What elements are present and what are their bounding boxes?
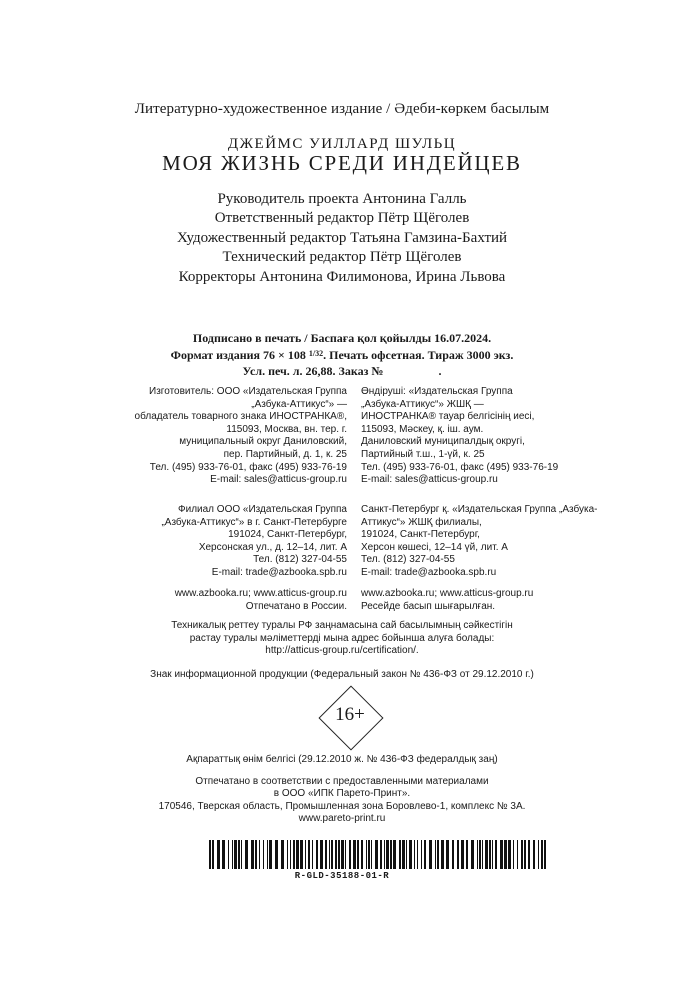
- manufacturer-kz-line: „Азбука-Аттикус“» ЖШҚ —: [361, 398, 484, 410]
- format-suffix: . Печать офсетная. Тираж 3000 экз.: [323, 348, 514, 363]
- branch-kz-line: Херсон көшесі, 12–14 үй, лит. А: [361, 541, 508, 553]
- author-name: ДЖЕЙМС УИЛЛАРД ШУЛЬЦ: [227, 136, 457, 152]
- printer-address: 170546, Тверская область, Промышленная зона Боровлево-1, комплекс № 3А.: [158, 800, 526, 812]
- barcode-bar: [325, 840, 327, 869]
- staff-art-editor: Художественный редактор Татьяна Гамзина-Бахтий: [176, 229, 508, 246]
- manufacturer-kz-line: E-mail: sales@atticus-group.ru: [361, 474, 498, 486]
- age-rating-badge: [318, 685, 382, 749]
- barcode-bar: [267, 840, 268, 869]
- certification-link: http://atticus-group.ru/certification/.: [265, 645, 419, 657]
- barcode-bar: [384, 840, 385, 869]
- manufacturer-ru: [135, 386, 347, 487]
- format-prefix: Формат издания 76 × 108: [170, 348, 309, 363]
- barcode-bar: [255, 840, 257, 869]
- printer-info: [0, 776, 684, 826]
- barcode-bar: [482, 840, 483, 869]
- web-kz-sites: www.azbooka.ru; www.atticus-group.ru: [361, 588, 534, 599]
- manufacturer-ru-line: Тел. (495) 933-76-01, факс (495) 933-76-19: [149, 461, 347, 473]
- barcode-bar: [452, 840, 454, 869]
- barcode-bar: [393, 840, 396, 869]
- barcode-bar: [269, 840, 272, 869]
- web-kz: [361, 588, 533, 613]
- barcode-bar: [508, 840, 511, 869]
- barcode-bar: [500, 840, 503, 869]
- info-sign-kz: Ақпараттық өнім белгісі (29.12.2010 ж. № 436-ФЗ федералдық заң): [186, 754, 498, 765]
- barcode-code: R-GLD-35188-01-R: [294, 871, 390, 881]
- barcode-bar: [305, 840, 306, 869]
- barcode-bar: [331, 840, 333, 869]
- barcode-bar: [380, 840, 382, 869]
- barcode-bar: [409, 840, 412, 869]
- barcode-bar: [386, 840, 389, 869]
- barcode-bar: [524, 840, 526, 869]
- barcode-bar: [421, 840, 422, 869]
- barcode-bar: [316, 840, 318, 869]
- barcode-bar: [477, 840, 478, 869]
- barcode-bar: [517, 840, 518, 869]
- barcode-bar: [371, 840, 372, 869]
- barcode-bar: [335, 840, 337, 869]
- branch-kz-line: Аттикус“» ЖШҚ филиалы,: [361, 516, 482, 528]
- barcode-bar: [544, 840, 546, 869]
- manufacturer-ru-line: „Азбука-Аттикус“» —: [251, 398, 347, 410]
- barcode-bar: [209, 840, 211, 869]
- manufacturer-ru-line: E-mail: sales@atticus-group.ru: [210, 474, 347, 486]
- manufacturer-kz: [361, 386, 558, 487]
- barcode-bar: [441, 840, 444, 869]
- barcode-bar: [390, 840, 392, 869]
- manufacturer-kz-line: ИНОСТРАНКА® тауар белгісінің иесі,: [361, 411, 535, 423]
- web-ru: [175, 588, 347, 613]
- barcode-bar: [329, 840, 330, 869]
- regulation-line: Техникалық реттеу туралы РФ заңнамасына сай басылымның сәйкестігін: [171, 620, 513, 631]
- sheets-line: Усл. печ. л. 26,88. Заказ № .: [242, 364, 442, 379]
- barcode-bar: [399, 840, 401, 869]
- branch-kz: [361, 504, 597, 580]
- branch-ru-line: 191024, Санкт-Петербург,: [228, 529, 347, 541]
- print-info: [0, 330, 684, 380]
- barcode-bar: [521, 840, 523, 869]
- barcode-bar: [492, 840, 493, 869]
- manufacturer-ru-line: обладатель товарного знака ИНОСТРАНКА®,: [134, 411, 347, 423]
- barcode-bar: [232, 840, 233, 869]
- branch-kz-line: E-mail: trade@azbooka.spb.ru: [361, 566, 497, 578]
- barcode-bar: [402, 840, 405, 869]
- barcode-bar: [222, 840, 225, 869]
- barcode-bar: [281, 840, 284, 869]
- barcode-bar: [300, 840, 303, 869]
- barcode-bar: [234, 840, 237, 869]
- book-title: МОЯ ЖИЗНЬ СРЕДИ ИНДЕЙЦЕВ: [162, 151, 522, 175]
- staff-list: [0, 190, 684, 287]
- barcode-bar: [489, 840, 491, 869]
- barcode-bar: [241, 840, 242, 869]
- branch-ru: [161, 504, 347, 580]
- barcode-bar: [212, 840, 214, 869]
- barcode-bar: [275, 840, 278, 869]
- barcode-bar: [528, 840, 530, 869]
- barcode-bar: [513, 840, 514, 869]
- branch-kz-line: 191024, Санкт-Петербург,: [361, 529, 480, 541]
- barcode-bar: [245, 840, 248, 869]
- regulation-line: растау туралы мәліметтерді мына адрес бойынша алуға болады:: [189, 632, 495, 644]
- manufacturer-kz-line: Өндіруші: «Издательская Группа: [361, 386, 513, 397]
- barcode-bar: [485, 840, 488, 869]
- barcode-bar: [338, 840, 340, 869]
- branch-ru-line: Филиал ООО «Издательская Группа: [178, 504, 347, 515]
- barcode-bar: [296, 840, 299, 869]
- barcode-bar: [457, 840, 459, 869]
- barcode-bar: [308, 840, 310, 869]
- barcode-bar: [366, 840, 367, 869]
- barcode-bar: [312, 840, 313, 869]
- barcode-bar: [538, 840, 539, 869]
- info-sign-ru: Знак информационной продукции (Федеральный закон № 436-ФЗ от 29.12.2010 г.): [150, 669, 534, 680]
- barcode-bar: [424, 840, 426, 869]
- barcode-bar: [429, 840, 432, 869]
- barcode-bar: [471, 840, 474, 869]
- printer-website: www.pareto-print.ru: [298, 813, 386, 825]
- staff-project-lead: Руководитель проекта Антонина Галль: [217, 191, 467, 207]
- barcode-bar: [259, 840, 260, 869]
- printer-line: Отпечатано в соответствии с предоставленными материалами: [195, 776, 489, 787]
- manufacturer-kz-line: Партийный т.ш., 1-үй, к. 25: [361, 448, 485, 460]
- barcode-bar: [533, 840, 535, 869]
- barcode-bar: [228, 840, 229, 869]
- branch-ru-line: Херсонская ул., д. 12–14, лит. А: [198, 541, 347, 553]
- barcode-bar: [437, 840, 439, 869]
- manufacturer-kz-line: 115093, Мәскеу, қ. іш. аум.: [361, 423, 484, 435]
- barcode-bar: [479, 840, 481, 869]
- manufacturer-kz-line: Тел. (495) 933-76-01, факс (495) 933-76-19: [361, 461, 559, 473]
- manufacturer-ru-line: пер. Партийный, д. 1, к. 25: [223, 448, 347, 460]
- web-ru-printed: Отпечатано в России.: [245, 600, 347, 612]
- barcode-bar: [495, 840, 497, 869]
- barcode-bar: [263, 840, 264, 869]
- barcode-bar: [357, 840, 359, 869]
- barcode-bar: [251, 840, 254, 869]
- manufacturer-ru-line: Изготовитель: ООО «Издательская Группа: [149, 386, 347, 397]
- barcode-bar: [435, 840, 436, 869]
- barcode-bar: [406, 840, 407, 869]
- barcode-bar: [417, 840, 418, 869]
- regulation-note: [0, 620, 684, 658]
- staff-tech-editor: Технический редактор Пётр Щёголев: [222, 249, 462, 266]
- barcode-bar: [375, 840, 378, 869]
- branch-kz-line: Санкт-Петербург қ. «Издательская Группа „Азбука-: [361, 504, 598, 515]
- barcode-bar: [414, 840, 415, 869]
- printer-line: в ООО «ИПК Парето-Принт».: [273, 788, 411, 800]
- barcode-bar: [353, 840, 356, 869]
- barcode-bar: [361, 840, 363, 869]
- format-line: [0, 346, 684, 363]
- staff-chief-editor: Ответственный редактор Пётр Щёголев: [214, 210, 470, 227]
- edition-type: Литературно-художественное издание / Әдеби-көркем басылым: [134, 101, 550, 117]
- signed-date: Подписано в печать / Баспаға қол қойылды 16.07.2024.: [192, 331, 492, 345]
- branch-ru-line: E-mail: trade@azbooka.spb.ru: [211, 566, 347, 578]
- age-rating-text: 16+: [335, 704, 365, 725]
- branch-kz-line: Тел. (812) 327-04-55: [361, 554, 455, 566]
- barcode-bar: [290, 840, 291, 869]
- barcode-bar: [446, 840, 449, 869]
- format-fraction: 1/32: [308, 349, 324, 359]
- barcode-bar: [345, 840, 346, 869]
- barcode-bar: [238, 840, 240, 869]
- manufacturer-kz-line: Даниловский муниципалдық округі,: [361, 436, 525, 448]
- barcode-bar: [368, 840, 370, 869]
- sheets-order: Усл. печ. л. 26,88. Заказ №: [242, 364, 384, 379]
- barcode-bar: [320, 840, 323, 869]
- web-kz-printed: Ресейде басып шығарылған.: [361, 600, 496, 612]
- barcode-bar: [504, 840, 507, 869]
- barcode-bar: [541, 840, 543, 869]
- barcode-bar: [349, 840, 351, 869]
- barcode-bar: [461, 840, 464, 869]
- barcode-bar: [341, 840, 344, 869]
- manufacturer-ru-line: муниципальный округ Даниловский,: [179, 436, 347, 448]
- branch-ru-line: „Азбука-Аттикус“» в г. Санкт-Петербурге: [161, 516, 347, 528]
- barcode-bar: [217, 840, 220, 869]
- barcode-bar: [287, 840, 288, 869]
- staff-proofreaders: Корректоры Антонина Филимонова, Ирина Львова: [178, 268, 506, 285]
- web-ru-sites: www.azbooka.ru; www.atticus-group.ru: [174, 588, 347, 599]
- barcode: [209, 840, 549, 869]
- branch-ru-line: Тел. (812) 327-04-55: [253, 554, 347, 566]
- barcode-bar: [466, 840, 468, 869]
- barcode-bar: [293, 840, 295, 869]
- manufacturer-ru-line: 115093, Москва, вн. тер. г.: [226, 423, 347, 435]
